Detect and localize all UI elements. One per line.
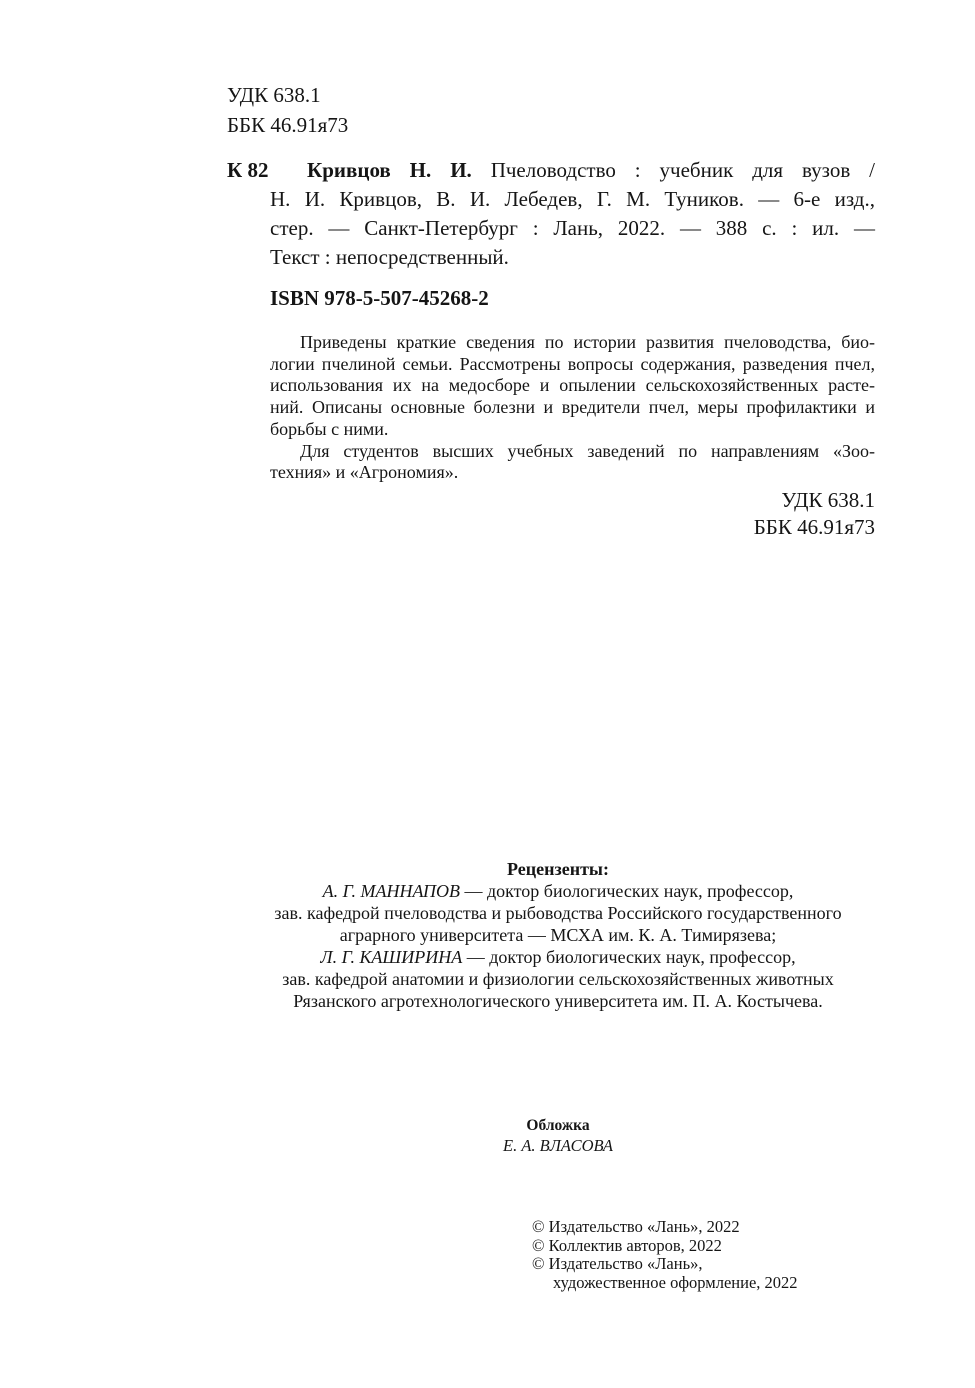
copyright-line: © Коллектив авторов, 2022 xyxy=(532,1235,722,1255)
reviewer-degree: — доктор биологических наук, профессор, xyxy=(460,881,794,901)
classification-codes-top xyxy=(227,80,348,140)
annotation-line: борьбы с ними. xyxy=(270,418,389,439)
reviewer-line: зав. кафедрой пчеловодства и рыбоводства Российского государственного xyxy=(274,903,842,923)
biblio-line: Н. И. Кривцов, В. И. Лебедев, Г. М. Туников. — 6-е изд., xyxy=(270,187,875,211)
annotation-line: логии пчелиной семьи. Рассмотрены вопросы содержания, разведения пчел, xyxy=(270,353,875,374)
reviewer-name: А. Г. МАННАПОВ xyxy=(322,881,461,901)
annotation-line: Для студентов высших учебных заведений по направлениям «Зоо- xyxy=(300,440,875,461)
bibliographic-entry xyxy=(270,156,875,272)
reviewers-heading: Рецензенты: xyxy=(507,859,609,879)
cover-credit xyxy=(245,1116,871,1156)
reviewer-name: Л. Г. КАШИРИНА xyxy=(320,947,463,967)
udc-code-right: УДК 638.1 xyxy=(781,488,875,512)
annotation xyxy=(270,332,875,484)
bbk-code-top: ББК 46.91я73 xyxy=(227,113,349,137)
copyright-line: © Издательство «Лань», xyxy=(532,1254,703,1273)
annotation-line: Приведены краткие сведения по истории развития пчеловодства, био- xyxy=(300,332,875,352)
biblio-line xyxy=(270,156,875,185)
copyright-line: © Издательство «Лань», 2022 xyxy=(532,1217,740,1236)
cover-credit-label: Обложка xyxy=(526,1117,590,1134)
biblio-line: Текст : непосредственный. xyxy=(270,245,509,269)
reviewer-line xyxy=(245,880,871,902)
biblio-line: стер. — Санкт-Петербург : Лань, 2022. — 388 с. : ил. — xyxy=(270,216,875,240)
bbk-code-right: ББК 46.91я73 xyxy=(753,515,875,539)
author-name: Кривцов Н. И. xyxy=(307,158,472,182)
annotation-line: ний. Описаны основные болезни и вредители пчел, меры профилактики и xyxy=(270,397,875,418)
isbn: ISBN 978-5-507-45268-2 xyxy=(270,286,489,310)
reviewers-block xyxy=(245,858,871,1012)
copyright-line: художественное оформление, 2022 xyxy=(553,1272,798,1292)
reviewer-line xyxy=(245,946,871,968)
reviewer-line: Рязанского агротехнологического университета им. П. А. Костычева. xyxy=(293,991,823,1011)
catalog-code: К 82 xyxy=(227,158,269,182)
cover-credit-name: Е. А. ВЛАСОВА xyxy=(502,1136,614,1155)
annotation-line: использования их на медосборе и опылении сельскохозяйственных расте- xyxy=(270,375,875,396)
annotation-line: техния» и «Агрономия». xyxy=(270,462,459,483)
reviewer-degree: — доктор биологических наук, профессор, xyxy=(462,947,796,967)
classification-codes-right xyxy=(754,487,875,541)
title-statement: Пчеловодство : учебник для вузов / xyxy=(471,158,875,182)
udc-code-top: УДК 638.1 xyxy=(227,83,321,107)
copyright-block xyxy=(532,1218,798,1292)
reviewer-line: зав. кафедрой анатомии и физиологии сельскохозяйственных животных xyxy=(282,969,834,989)
reviewer-line: аграрного университета — МСХА им. К. А. Тимирязева; xyxy=(339,925,777,945)
